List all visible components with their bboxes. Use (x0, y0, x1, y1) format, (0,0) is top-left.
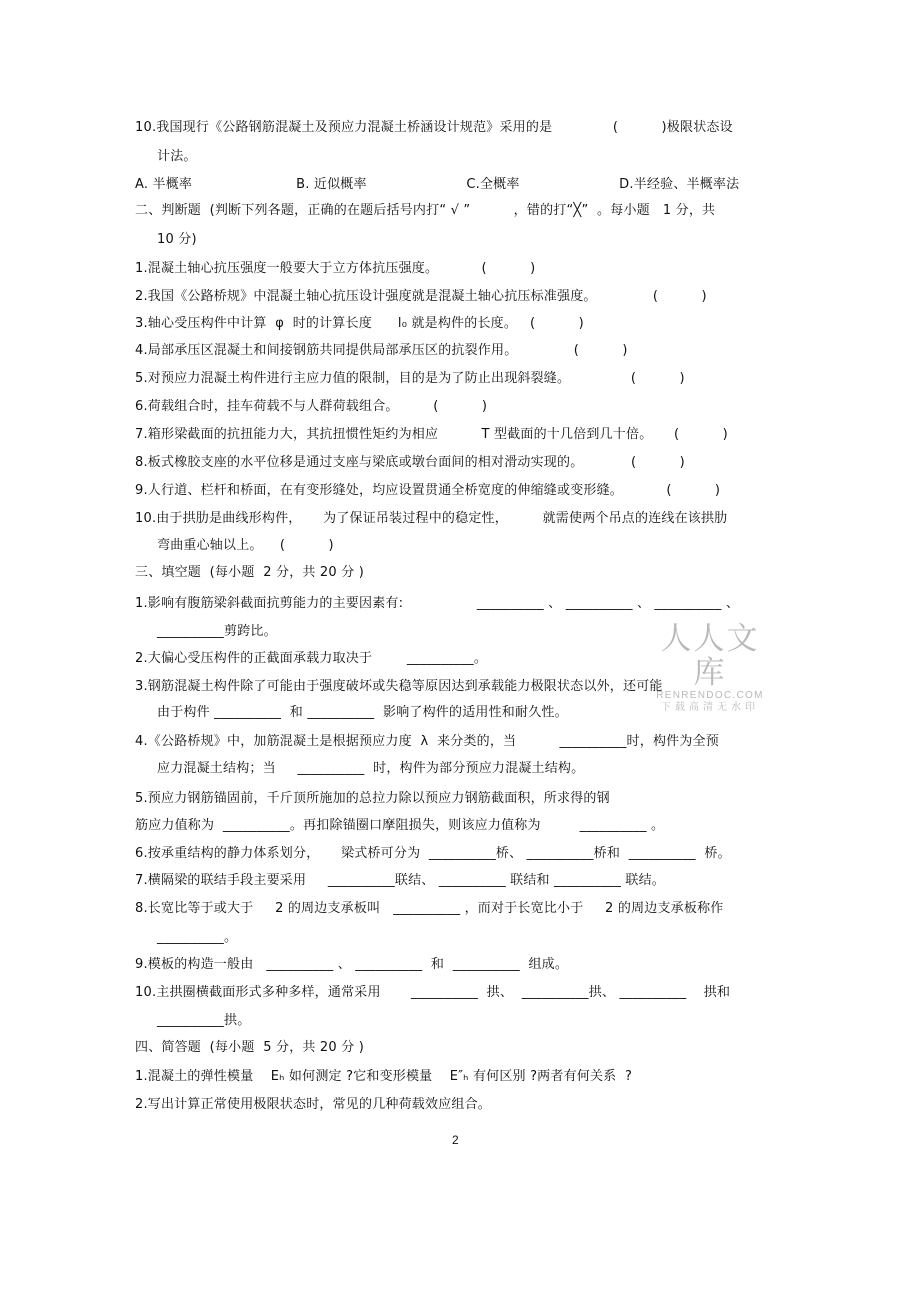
text-line: 3.钢筋混凝土构件除了可能由于强度破坏或失稳等原因达到承载能力极限状态以外，还可能 (135, 679, 663, 694)
text-line: 5.预应力钢筋锚固前，千斤顶所施加的总拉力除以预应力钢筋截面积，所求得的钢 (135, 791, 610, 806)
text-line: 二、判断题 (判断下列各题，正确的在题后括号内打“ √ ” ，错的打“╳” 。每小题 1 分，共 (135, 203, 716, 218)
text-line: 8.板式橡胶支座的水平位移是通过支座与梁底或墩台面间的相对滑动实现的。 ( ) (135, 455, 685, 470)
text-line: A. 半概率 B. 近似概率 C.全概率 D.半经验、半概率法 (135, 177, 740, 192)
text-line: 8.长宽比等于或大于 2 的周边支承板叫 __________ ，而对于长宽比小于 2 的周边支承板称作 (135, 901, 724, 916)
text-line: 4.《公路桥规》中，加筋混凝土是根据预应力度 λ 来分类的，当 __________时，构件为全预 (135, 734, 719, 749)
text-line: 2.写出计算正常使用极限状态时，常见的几种荷载效应组合。 (135, 1097, 492, 1112)
text-line: 9.模板的构造一般由 __________ 、 __________ 和 __________ 组成。 (135, 957, 569, 972)
text-line: 9.人行道、栏杆和桥面，在有变形缝处，均应设置贯通全桥宽度的伸缩缝或变形缝。 ( ) (135, 483, 721, 498)
text-line: 6.按承重结构的静力体系划分， 梁式桥可分为 __________桥、 __________桥和 __________ 桥。 (135, 846, 731, 861)
text-line: 1.影响有腹筋梁斜截面抗剪能力的主要因素有: __________ 、 __________ 、 __________ 、 (135, 596, 740, 611)
watermark-url: RENRENDOC.COM (656, 690, 764, 701)
text-line: 2.大偏心受压构件的正截面承载力取决于 __________。 (135, 651, 488, 666)
text-line: 由于构件 __________ 和 __________ 影响了构件的适用性和耐久性。 (157, 705, 568, 720)
page-number: 2 (452, 1133, 459, 1147)
watermark-title: 人人文库 (660, 621, 760, 691)
text-line: 7.横隔梁的联结手段主要采用 __________联结、 __________ 联结和 __________ 联结。 (135, 873, 665, 888)
text-line: 4.局部承压区混凝土和间接钢筋共同提供局部承压区的抗裂作用。 ( ) (135, 343, 628, 358)
text-line: __________剪跨比。 (157, 624, 277, 639)
text-line: 10.我国现行《公路钢筋混凝土及预应力混凝土桥涵设计规范》采用的是 ( )极限状态设 (135, 120, 733, 135)
text-line: __________。 (157, 930, 238, 945)
text-line: 1.混凝土的弹性模量 Eₕ 如何测定 ?它和变形模量 E″ₕ 有何区别 ?两者有何关系 ? (135, 1069, 633, 1084)
text-line: 10.主拱圈横截面形式多种多样，通常采用 __________ 拱、 __________拱、 __________ 拱和 (135, 985, 731, 1000)
watermark-subtitle: 下载高清无水印 (661, 702, 759, 713)
text-line: 10.由于拱肋是曲线形构件， 为了保证吊装过程中的稳定性， 就需使两个吊点的连线在该拱肋 (135, 511, 728, 526)
text-line: 计法。 (157, 149, 197, 164)
text-line: 1.混凝土轴心抗压强度一般要大于立方体抗压强度。 ( ) (135, 261, 536, 276)
text-line: 三、填空题 (每小题 2 分，共 20 分 ) (135, 565, 365, 580)
text-line: 7.箱形梁截面的抗扭能力大，其抗扭惯性矩约为相应 T 型截面的十几倍到几十倍。 ( ) (135, 427, 728, 442)
text-line: 应力混凝土结构；当 __________ 时，构件为部分预应力混凝土结构。 (157, 761, 585, 776)
text-line: 10 分) (157, 232, 197, 247)
text-line: 四、简答题 (每小题 5 分，共 20 分 ) (135, 1040, 365, 1055)
watermark-logo (648, 622, 772, 714)
text-line: 2.我国《公路桥规》中混凝土轴心抗压设计强度就是混凝土轴心抗压标准强度。 ( ) (135, 289, 707, 304)
text-line: 3.轴心受压构件中计算 φ 时的计算长度 l₀ 就是构件的长度。 ( ) (135, 316, 584, 331)
text-line: 5.对预应力混凝土构件进行主应力值的限制，目的是为了防止出现斜裂缝。 ( ) (135, 371, 685, 386)
text-line: 弯曲重心轴以上。 ( ) (157, 538, 334, 553)
text-line: __________拱。 (157, 1013, 251, 1028)
text-line: 6.荷载组合时，挂车荷载不与人群荷载组合。 ( ) (135, 399, 488, 414)
text-line: 筋应力值称为 __________。再扣除锚圈口摩阻损失，则该应力值称为 __________ 。 (135, 818, 665, 833)
